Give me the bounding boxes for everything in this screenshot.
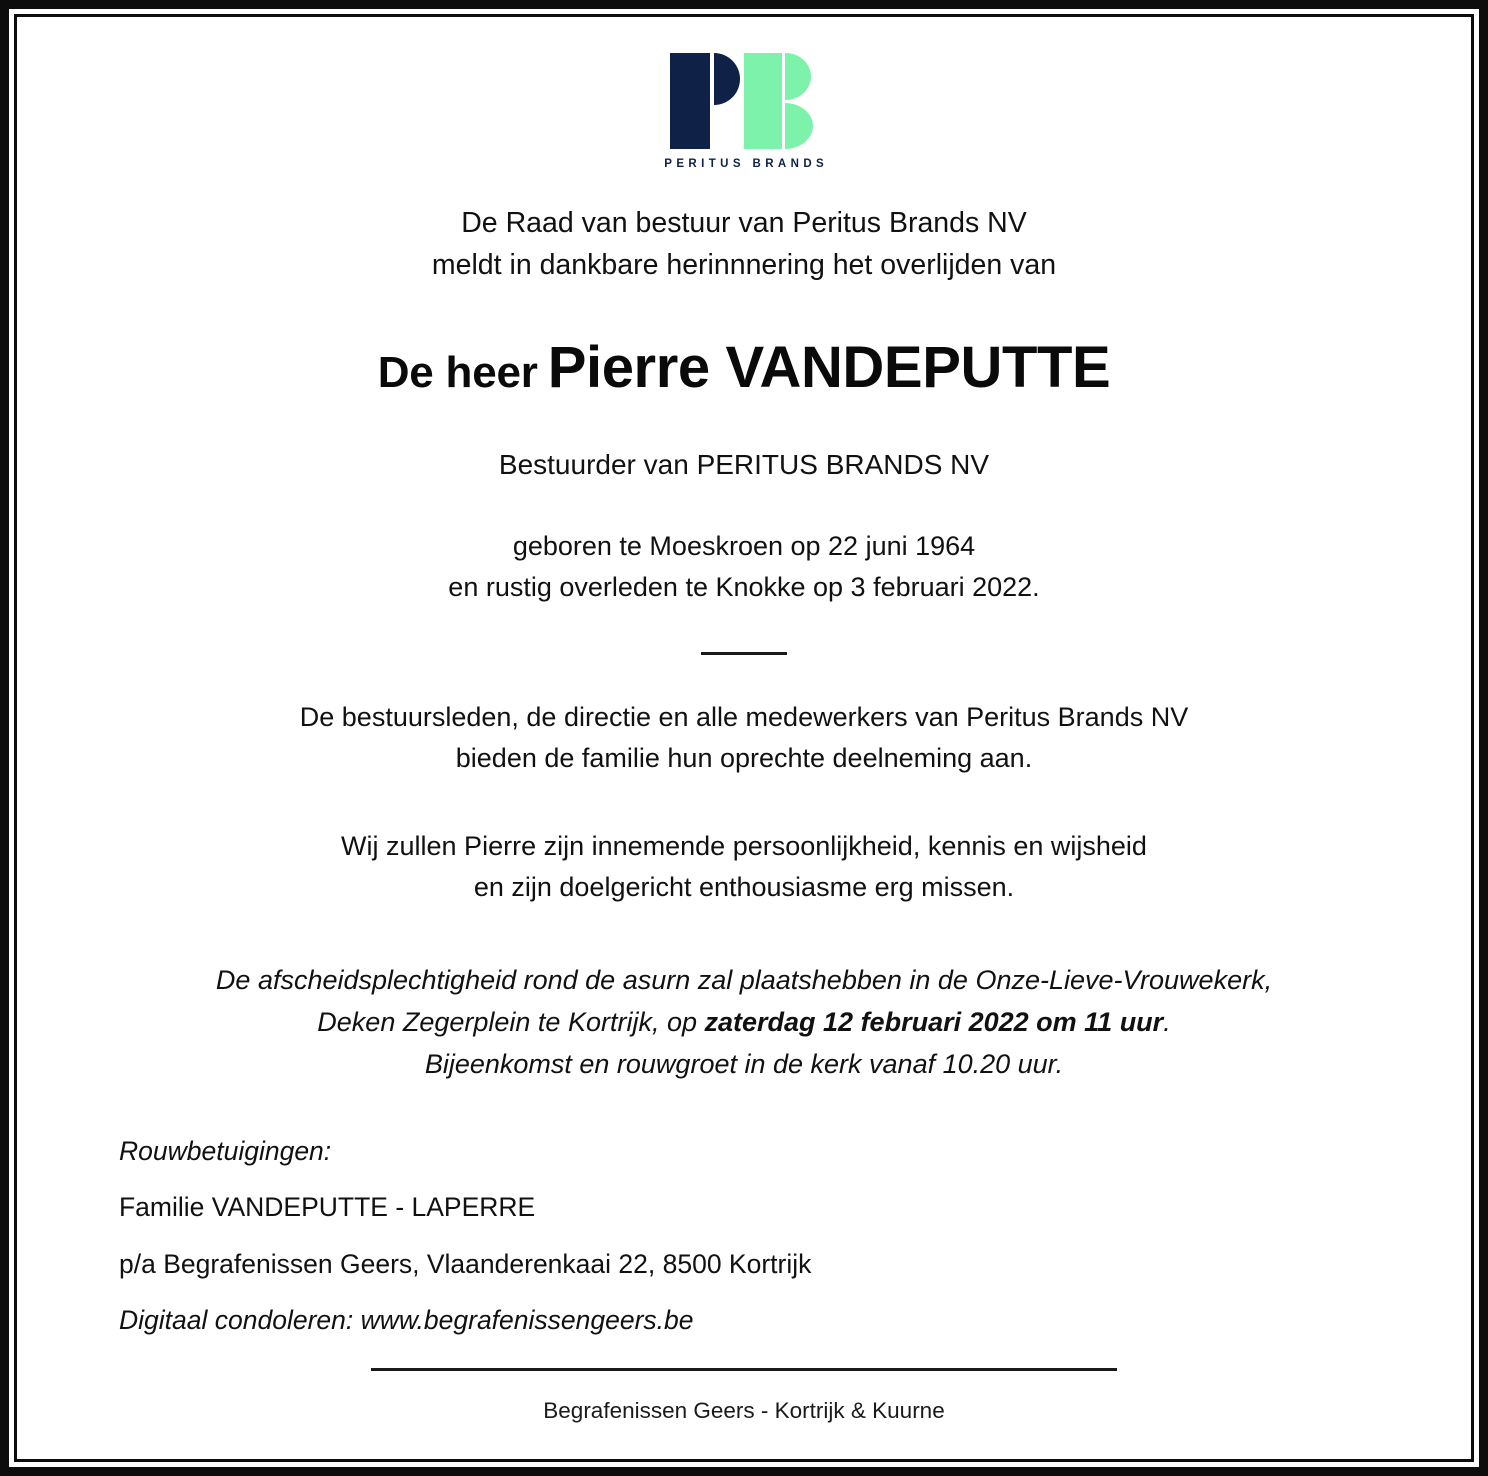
condolence-message: [103, 697, 1385, 780]
deceased-name-heading: [103, 334, 1385, 401]
logo-wordmark: PERITUS BRANDS: [664, 158, 829, 170]
card-content: [17, 17, 1471, 1459]
logo-letter-b-stem-icon: [744, 53, 782, 149]
condolences-care-of-address: p/a Begrafenissen Geers, Vlaanderenkaai 22, 8500 Kortrijk: [119, 1248, 812, 1279]
death-line: en rustig overleden te Knokke op 3 februari 2022.: [448, 572, 1040, 602]
condolences-heading: Rouwbetuigingen:: [119, 1135, 332, 1166]
deceased-dates: [103, 526, 1385, 608]
ceremony-line-2-prefix: Deken Zegerplein te Kortrijk, op: [317, 1007, 705, 1038]
condolences-family: Familie VANDEPUTTE - LAPERRE: [119, 1192, 536, 1223]
ceremony-datetime: zaterdag 12 februari 2022 om 11 uur: [704, 1007, 1164, 1038]
logo-letter-b-lower-bowl-icon: [785, 103, 813, 149]
lead-line-1: De Raad van bestuur van Peritus Brands NV: [461, 207, 1027, 239]
logo-letterforms: [670, 53, 818, 149]
condolence-message-line-2: bieden de familie hun oprechte deelneming aan.: [455, 743, 1033, 774]
ceremony-line-3: Bijeenkomst en rouwgroet in de kerk vanaf 10.20 uur.: [424, 1048, 1064, 1079]
birth-line: geboren te Moeskroen op 22 juni 1964: [512, 530, 976, 561]
ceremony-line-1: De afscheidsplechtigheid rond de asurn zal plaatshebben in de Onze-Lieve-Vrouwekerk,: [215, 965, 1273, 996]
condolences-block: [103, 1135, 1385, 1336]
ceremony-line-2: [103, 1002, 1385, 1044]
tribute-message: [103, 826, 1385, 909]
logo-letter-b-upper-bowl-icon: [785, 53, 811, 100]
lead-paragraph: [103, 203, 1385, 287]
logo-letter-p-stem-icon: [670, 53, 710, 149]
footer-divider: [371, 1368, 1117, 1371]
deceased-role: Bestuurder van PERITUS BRANDS NV: [498, 448, 990, 480]
company-logo: [103, 17, 1385, 170]
deceased-name: Pierre VANDEPUTTE: [547, 334, 1111, 400]
ceremony-details: [103, 960, 1385, 1086]
logo-letter-p-bowl-icon: [714, 53, 740, 105]
section-divider: [701, 652, 787, 655]
condolences-digital-link[interactable]: Digitaal condoleren: www.begrafenissengeers.be: [119, 1305, 694, 1336]
tribute-line-1: Wij zullen Pierre zijn innemende persoonlijkheid, kennis en wijsheid: [341, 830, 1147, 861]
lead-line-2: meldt in dankbare herinnnering het overlijden van: [431, 248, 1057, 281]
ceremony-line-2-suffix: .: [1163, 1007, 1171, 1038]
condolence-message-line-1: De bestuursleden, de directie en alle medewerkers van Peritus Brands NV: [299, 702, 1189, 733]
deceased-name-prefix: De heer: [377, 347, 538, 397]
tribute-line-2: en zijn doelgericht enthousiasme erg missen.: [473, 871, 1015, 902]
footer-funeral-home: Begrafenissen Geers - Kortrijk & Kuurne: [543, 1397, 945, 1423]
